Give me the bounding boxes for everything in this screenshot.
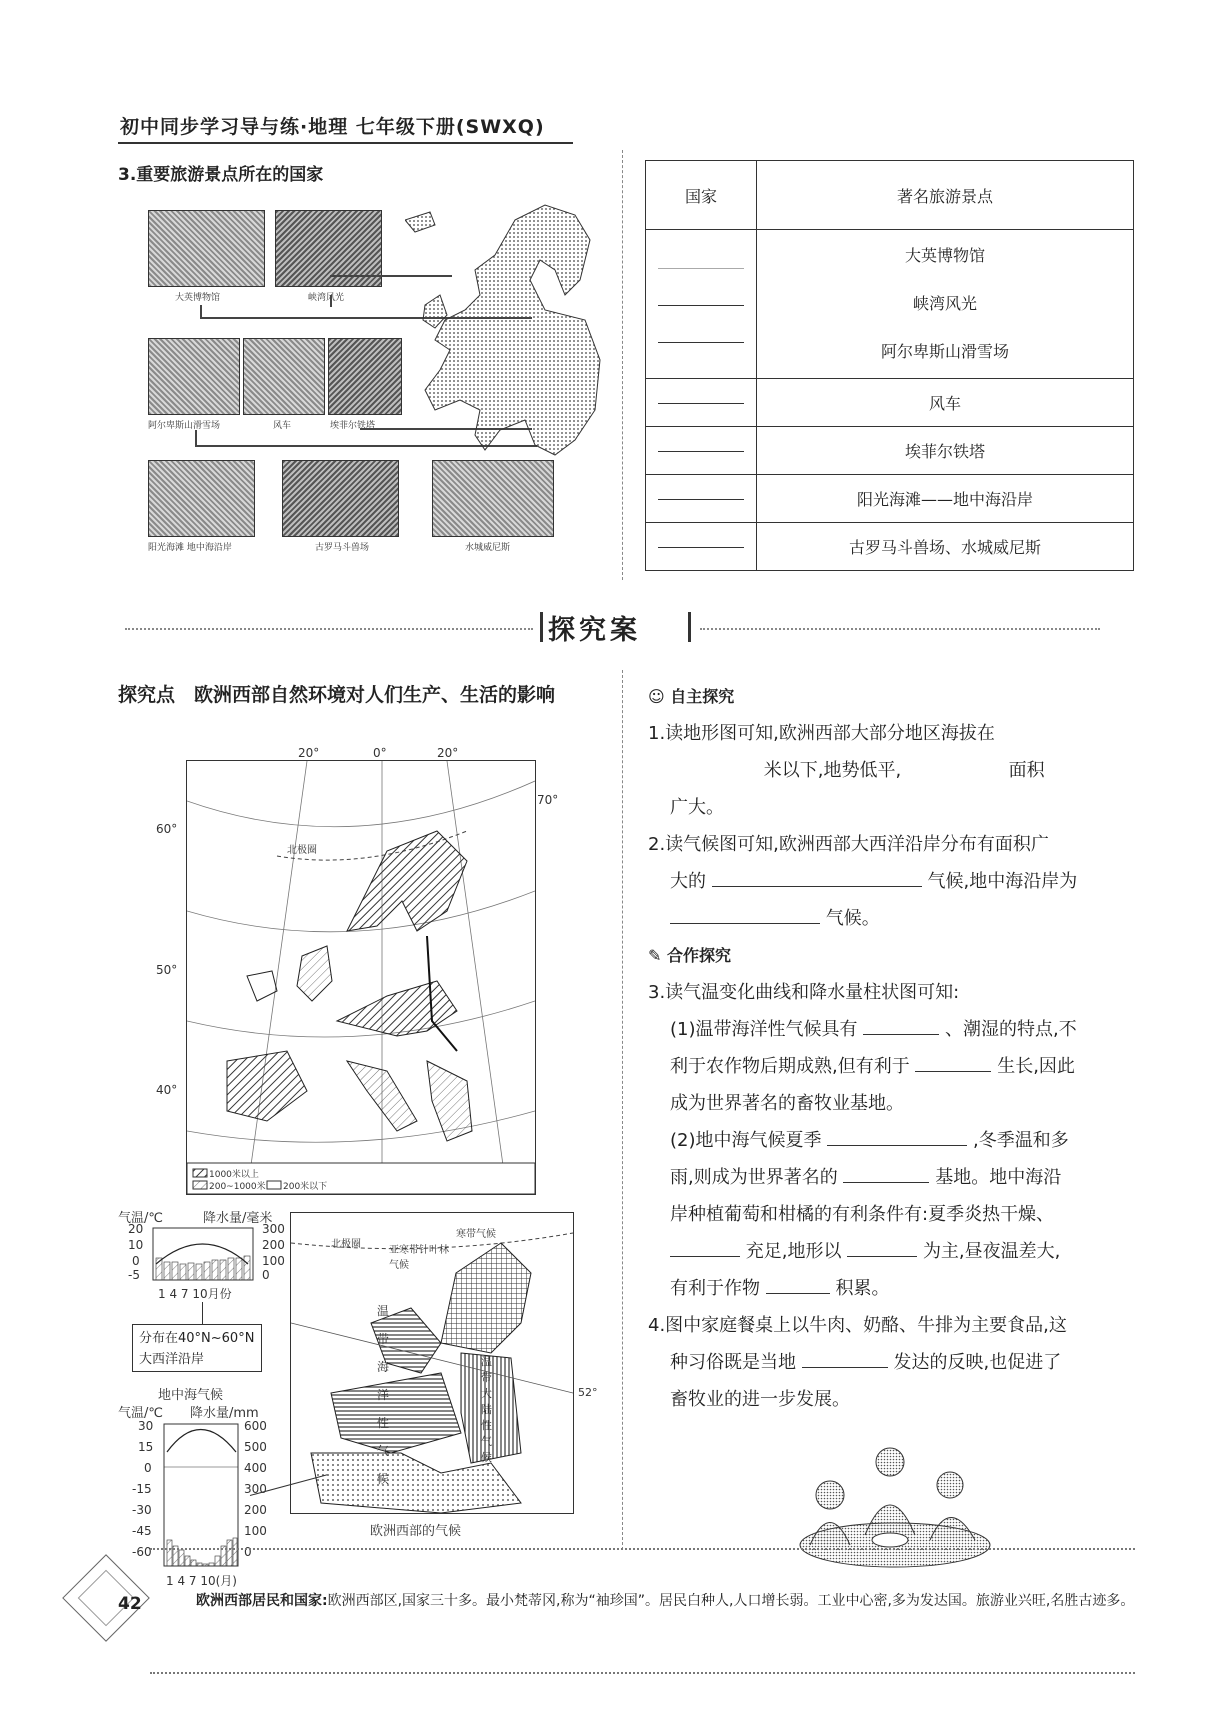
self-explore-section xyxy=(648,678,1143,1418)
q3-text: (1)温带海洋性气候具有 xyxy=(670,1019,858,1040)
q3-text: 岸种植葡萄和柑橘的有利条件有:夏季炎热干燥、 xyxy=(670,1204,1055,1225)
q3-text: 生长,因此 xyxy=(997,1056,1075,1077)
country-cell-group xyxy=(646,230,757,379)
climate2-temp-tick: -30 xyxy=(132,1503,152,1517)
map2-arctic-label: 北极圈 xyxy=(331,1239,361,1250)
answer-blank[interactable] xyxy=(648,753,758,776)
q2-text: 大的 xyxy=(670,871,706,892)
lon-label: 0° xyxy=(373,746,387,760)
climate1-precip-label: 降水量/毫米 xyxy=(203,1211,273,1226)
answer-blank[interactable] xyxy=(670,901,820,924)
coop-explore-heading-text: 合作探究 xyxy=(666,946,731,965)
q1-text: 面积 xyxy=(1008,760,1045,781)
q3-text: 基地。地中海沿 xyxy=(935,1167,1062,1188)
table-row-sight: 阳光海滩——地中海沿岸 xyxy=(757,475,1134,523)
arctic-circle-label: 北极圈 xyxy=(287,845,317,856)
banner-title: 探究案 xyxy=(548,615,641,646)
q3-text: (2)地中海气候夏季 xyxy=(670,1130,822,1151)
q4-text: 畜牧业的进一步发展。 xyxy=(670,1389,850,1410)
country-cell xyxy=(646,475,757,523)
answer-blank[interactable] xyxy=(802,1345,888,1368)
photo-british-museum xyxy=(148,210,265,287)
caption-alps-ski: 阿尔卑斯山滑雪场 xyxy=(148,421,221,431)
column-divider-top xyxy=(622,150,623,580)
table-row-sight: 古罗马斗兽场、水城威尼斯 xyxy=(757,523,1134,571)
climate2-precip-tick: 100 xyxy=(244,1524,267,1538)
lon-label: 20° xyxy=(298,746,320,760)
climate2-precip-tick: 200 xyxy=(244,1503,267,1517)
photo-alps-ski xyxy=(148,338,240,415)
table-row-sight: 峡湾风光 xyxy=(912,294,977,313)
caption-windmill: 风车 xyxy=(273,421,292,431)
terrain-map-graphic xyxy=(187,761,535,1194)
answer-blank[interactable] xyxy=(915,1049,991,1072)
legend-high: 1000米以上 xyxy=(209,1170,259,1180)
climate1-arrow xyxy=(202,1302,203,1324)
map2-maritime-label: 温带海洋性气候 xyxy=(377,1304,390,1486)
climate2-precip-tick: 300 xyxy=(244,1482,267,1496)
climate2-months: 1 4 7 10(月) xyxy=(166,1574,237,1588)
answer-blank[interactable] xyxy=(658,342,744,343)
table-row-sight: 大英博物馆 xyxy=(904,246,985,265)
answer-blank[interactable] xyxy=(658,451,744,452)
climate2-temp-tick: 30 xyxy=(138,1419,154,1433)
terrain-map xyxy=(186,760,536,1195)
climate1-temp-tick: 0 xyxy=(132,1254,140,1268)
climate1-months: 1 4 7 10月份 xyxy=(158,1287,232,1301)
q3-text: 积累。 xyxy=(835,1278,890,1299)
banner-bar-right xyxy=(688,612,691,642)
country-cell xyxy=(646,523,757,571)
climate2-title: 地中海气候 xyxy=(158,1388,224,1403)
climate1-temp-tick: -5 xyxy=(128,1268,140,1282)
header-rule xyxy=(118,142,573,144)
lon-label: 20° xyxy=(437,746,459,760)
climate2-temp-tick: 15 xyxy=(138,1440,154,1454)
climate1-temp-tick: 20 xyxy=(128,1222,144,1236)
page-number: 42 xyxy=(118,1594,142,1614)
caption-fjord: 峡湾风光 xyxy=(308,293,345,303)
sights-cell-group xyxy=(757,230,1134,379)
caption-eiffel: 埃菲尔铁塔 xyxy=(330,421,376,431)
table-row-sight: 阿尔卑斯山滑雪场 xyxy=(880,342,1009,361)
climate2-temp-tick: 0 xyxy=(144,1461,152,1475)
country-cell xyxy=(646,379,757,427)
answer-blank[interactable] xyxy=(670,1234,740,1257)
legend-mid: 200~1000米 xyxy=(209,1182,266,1192)
family-dinner-illustration xyxy=(790,1440,1000,1575)
q3-text: 、潮湿的特点,不 xyxy=(944,1019,1077,1040)
q4-text: 种习俗既是当地 xyxy=(670,1352,796,1373)
map2-polar-label: 寒带气候 xyxy=(456,1229,496,1240)
footer-label: 欧洲西部居民和国家: xyxy=(196,1593,328,1609)
explore-title: 探究点 欧洲西部自然环境对人们生产、生活的影响 xyxy=(118,684,556,706)
legend-low: 200米以下 xyxy=(283,1182,328,1192)
answer-blank[interactable] xyxy=(658,403,744,404)
photo-beach xyxy=(148,460,255,537)
footer-rule-top xyxy=(150,1548,1135,1550)
photo-eiffel xyxy=(328,338,402,415)
climate2-temp-tick: -15 xyxy=(132,1482,152,1496)
q4-text: 发达的反映,也促进了 xyxy=(893,1352,1062,1373)
climate2-precip-tick: 0 xyxy=(244,1545,252,1559)
answer-blank[interactable] xyxy=(658,499,744,500)
footer-text: 欧洲西部区,国家三十多。最小梵蒂冈,称为“袖珍国”。居民白种人,人口增长弱。工业中心密,多为发达国。旅游业兴旺,名胜古迹多。 xyxy=(327,1593,1135,1609)
answer-blank[interactable] xyxy=(907,753,1003,776)
answer-blank[interactable] xyxy=(658,305,744,306)
answer-blank[interactable] xyxy=(843,1160,929,1183)
q2-text: 气候。 xyxy=(825,908,880,929)
climate2-temp-tick: -60 xyxy=(132,1545,152,1559)
coop-explore-heading: ✎ 合作探究 xyxy=(648,946,731,965)
photo-colosseum xyxy=(282,460,399,537)
climate2-precip-label: 降水量/mm xyxy=(190,1406,259,1421)
lat-label: 70° xyxy=(537,793,559,807)
map2-lat-label: 52° xyxy=(578,1386,598,1399)
answer-blank[interactable] xyxy=(847,1234,917,1257)
banner-dots-left xyxy=(125,628,533,630)
footer-summary xyxy=(196,1588,1141,1615)
climate1-temp-tick: 10 xyxy=(128,1238,144,1252)
caption-venice: 水城威尼斯 xyxy=(465,543,511,553)
question-2 xyxy=(648,826,1143,937)
map2-subarctic-label: 亚寒带针叶林气候 xyxy=(389,1245,449,1271)
table-header-country: 国家 xyxy=(646,161,757,230)
climate2-precip-tick: 600 xyxy=(244,1419,267,1433)
answer-blank[interactable] xyxy=(658,547,744,548)
caption-beach: 阳光海滩 地中海沿岸 xyxy=(148,543,232,553)
climate1-box-line: 大西洋沿岸 xyxy=(139,1352,205,1367)
q3-text: 有利于作物 xyxy=(670,1278,760,1299)
photo-venice xyxy=(432,460,554,537)
climate2-precip-tick: 400 xyxy=(244,1461,267,1475)
column-divider-bottom xyxy=(622,670,623,1550)
question-3 xyxy=(648,974,1143,1307)
q1-text: 广大。 xyxy=(670,797,724,818)
europe-sketch-map xyxy=(405,200,605,470)
q3-text: ,冬季温和多 xyxy=(972,1130,1069,1151)
climate1-temp-label: 气温/℃ xyxy=(118,1211,163,1226)
q3-text: 为主,昼夜温差大, xyxy=(922,1241,1061,1262)
section3-title: 3.重要旅游景点所在的国家 xyxy=(118,165,324,185)
q2-text: 2.读气候图可知,欧洲西部大西洋沿岸分布有面积广 xyxy=(648,834,1049,855)
q3-text: 雨,则成为世界著名的 xyxy=(670,1167,838,1188)
question-4 xyxy=(648,1307,1143,1418)
q3-text: 利于农作物后期成熟,但有利于 xyxy=(670,1056,910,1077)
answer-blank[interactable] xyxy=(827,1123,967,1146)
q4-text: 4.图中家庭餐桌上以牛肉、奶酪、牛排为主要食品,这 xyxy=(648,1315,1067,1336)
answer-blank[interactable] xyxy=(863,1012,939,1035)
table-row-sight: 埃菲尔铁塔 xyxy=(757,427,1134,475)
climate2-precip-tick: 500 xyxy=(244,1440,267,1454)
q1-text: 米以下,地势低平, xyxy=(763,760,902,781)
climate1-box xyxy=(132,1324,262,1372)
q3-text: 成为世界著名的畜牧业基地。 xyxy=(670,1093,904,1114)
answer-blank[interactable] xyxy=(766,1271,830,1294)
country-cell xyxy=(646,427,757,475)
climate2-temp-tick: -45 xyxy=(132,1524,152,1538)
q2-text: 气候,地中海沿岸为 xyxy=(927,871,1078,892)
q3-text: 充足,地形以 xyxy=(745,1241,842,1262)
climate1-box-line: 分布在40°N~60°N xyxy=(139,1331,255,1346)
table-header-sights: 著名旅游景点 xyxy=(757,161,1134,230)
q3-title: 3.读气温变化曲线和降水量柱状图可知: xyxy=(648,982,960,1003)
self-explore-heading-text: 自主探究 xyxy=(670,687,735,706)
climate1-precip-tick: 200 xyxy=(262,1238,285,1252)
caption-british-museum: 大英博物馆 xyxy=(175,293,221,303)
tourism-table xyxy=(645,160,1134,571)
lat-label: 40° xyxy=(156,1083,178,1097)
table-row-sight: 风车 xyxy=(757,379,1134,427)
caption-colosseum: 古罗马斗兽场 xyxy=(315,543,370,553)
map2-continental-label: 温带大陆性气候 xyxy=(481,1355,492,1464)
footer-rule-bottom xyxy=(150,1672,1135,1674)
banner-bar-left xyxy=(540,612,543,642)
climate2-temp-label: 气温/℃ xyxy=(118,1406,163,1421)
climate1-precip-tick: 300 xyxy=(262,1222,285,1236)
answer-blank[interactable] xyxy=(712,864,922,887)
climate1-precip-tick: 100 xyxy=(262,1254,285,1268)
climate1-chart xyxy=(148,1226,258,1284)
q1-text: 1.读地形图可知,欧洲西部大部分地区海拔在 xyxy=(648,723,995,744)
lat-label: 50° xyxy=(156,963,178,977)
self-explore-heading: ☺ 自主探究 xyxy=(648,687,735,706)
question-1 xyxy=(648,715,1143,826)
banner-dots-right xyxy=(700,628,1100,630)
answer-blank[interactable] xyxy=(658,268,744,269)
photo-windmill xyxy=(243,338,325,415)
climate-map xyxy=(290,1212,574,1514)
running-header: 初中同步学习导与练·地理 七年级下册(SWXQ) xyxy=(120,116,545,138)
climate1-precip-tick: 0 xyxy=(262,1268,270,1282)
connector xyxy=(330,295,332,307)
map2-caption: 欧洲西部的气候 xyxy=(370,1524,462,1539)
lat-label: 60° xyxy=(156,822,178,836)
